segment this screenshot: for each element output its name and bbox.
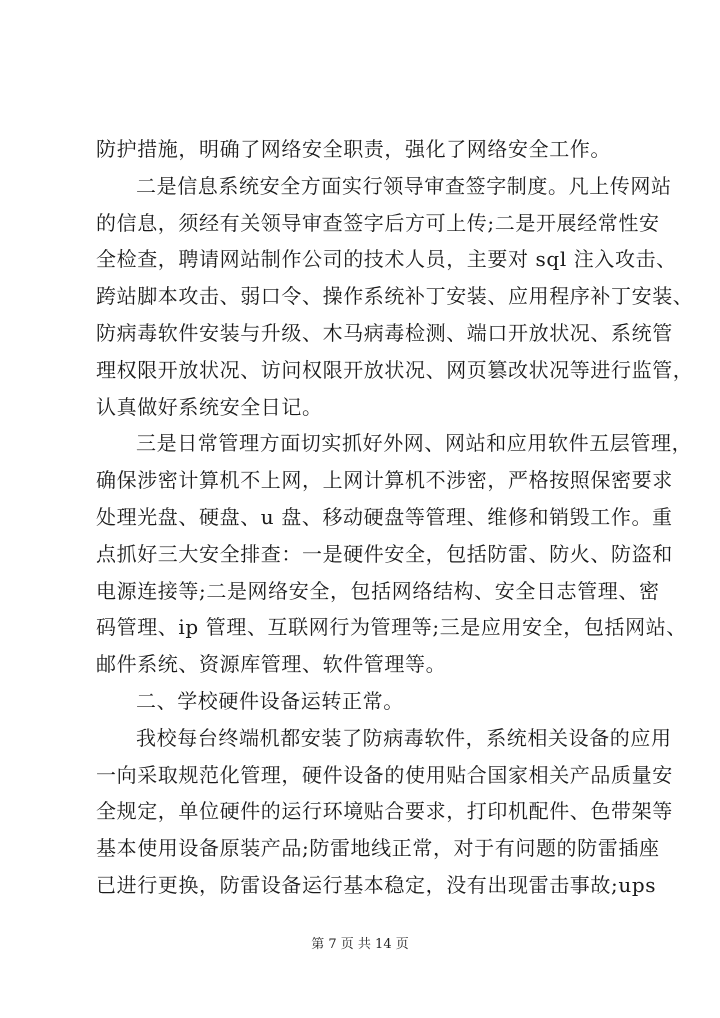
document-body <box>96 131 694 904</box>
text-line: 基本使用设备原装产品;防雷地线正常，对于有问题的防雷插座 <box>96 836 660 861</box>
paragraph-continuation <box>96 131 656 168</box>
paragraph-hardware <box>96 720 673 904</box>
text-line: 码管理、ip 管理、互联网行为管理等;三是应用安全，包括网站、 <box>96 615 687 640</box>
text-line: 点抓好三大安全排查：一是硬件安全，包括防雷、防火、防盗和 <box>96 541 673 566</box>
text-line: 全检查，聘请网站制作公司的技术人员，主要对 sql 注入攻击、 <box>96 247 677 272</box>
paragraph-daily-management <box>96 425 693 683</box>
text-line: 我校每台终端机都安装了防病毒软件，系统相关设备的应用 <box>136 725 672 750</box>
text-line: 确保涉密计算机不上网，上网计算机不涉密，严格按照保密要求 <box>96 468 673 493</box>
text-line: 邮件系统、资源库管理、软件管理等。 <box>96 652 447 677</box>
text-line: 一向采取规范化管理，硬件设备的使用贴合国家相关产品质量安 <box>96 762 673 787</box>
paragraph-system-security <box>96 168 694 426</box>
text-line: 的信息，须经有关领导审查签字后方可上传;二是开展经常性安 <box>96 210 660 235</box>
heading-text: 二、学校硬件设备运转正常。 <box>136 688 404 713</box>
text-line: 跨站脚本攻击、弱口令、操作系统补丁安装、应用程序补丁安装、 <box>96 284 694 309</box>
text-line: 三是日常管理方面切实抓好外网、网站和应用软件五层管理， <box>136 431 693 456</box>
text-line: 认真做好系统安全日记。 <box>96 394 323 419</box>
text-line: 理权限开放状况、访问权限开放状况、网页篡改状况等进行监管， <box>96 357 694 382</box>
text-line: 防病毒软件安装与升级、木马病毒检测、端口开放状况、系统管 <box>96 320 673 345</box>
text-line: 全规定，单位硬件的运行环境贴合要求，打印机配件、色带架等 <box>96 799 673 824</box>
text-line: 防护措施，明确了网络安全职责，强化了网络安全工作。 <box>96 137 611 161</box>
page-number-footer: 第 7 页 共 14 页 <box>311 937 409 952</box>
section-heading <box>96 683 656 720</box>
text-line: 已进行更换，防雷设备运行基本稳定，没有出现雷击事故;ups <box>96 872 657 897</box>
text-line: 电源连接等;二是网络安全，包括网络结构、安全日志管理、密 <box>96 578 660 603</box>
text-line: 处理光盘、硬盘、u 盘、移动硬盘等管理、维修和销毁工作。重 <box>96 504 673 529</box>
text-line: 二是信息系统安全方面实行领导审查签字制度。凡上传网站 <box>136 173 672 198</box>
